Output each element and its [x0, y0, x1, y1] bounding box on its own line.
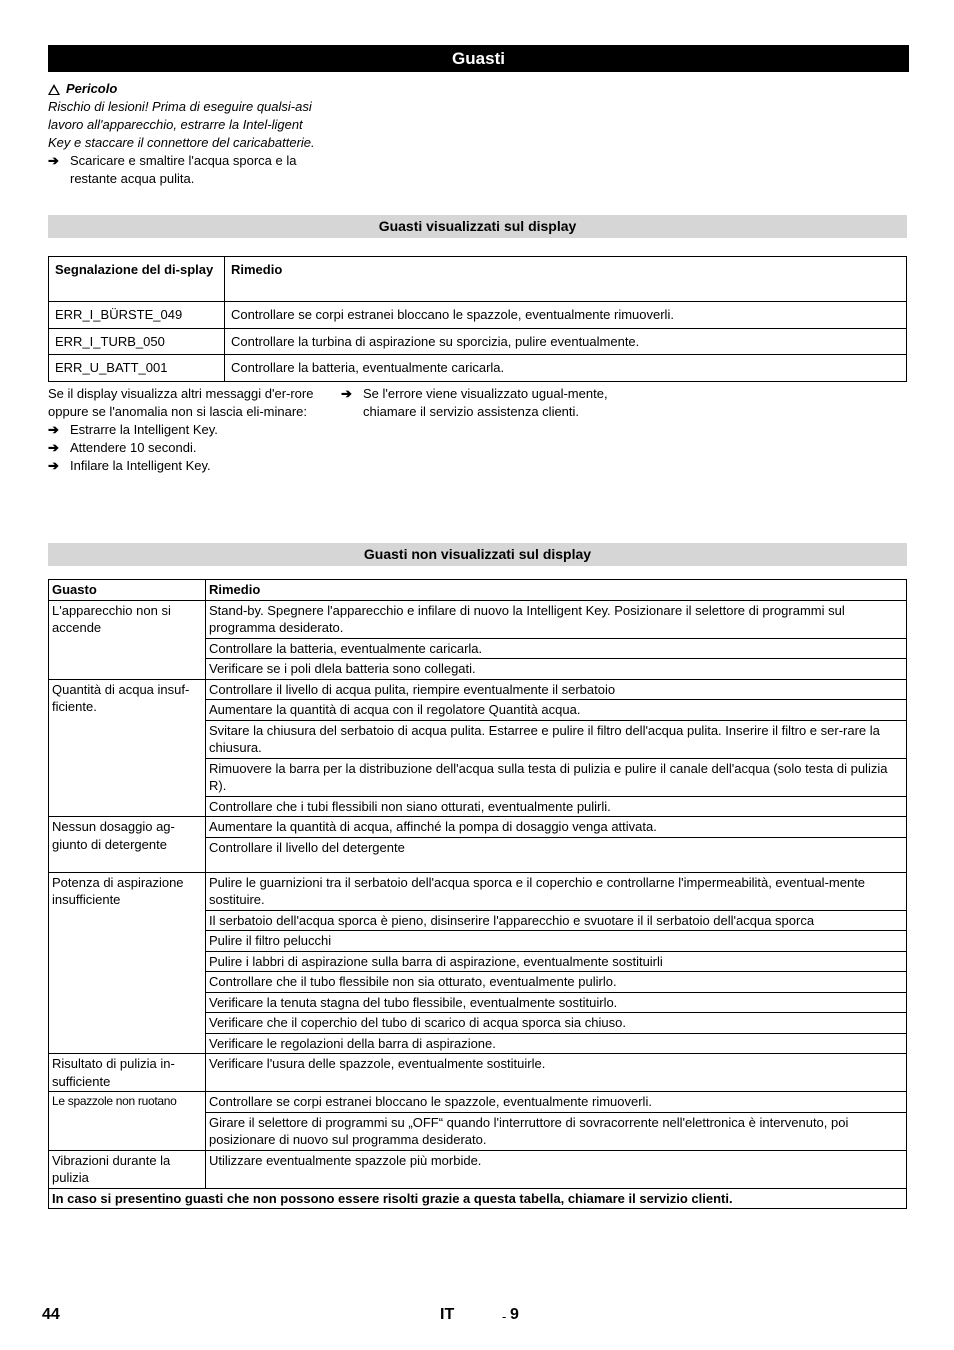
warning-step: Scaricare e smaltire l'acqua sporca e la restante acqua pulita. — [70, 153, 297, 186]
header-cell: Guasto — [49, 580, 206, 601]
page-number: 44 — [42, 1306, 60, 1323]
table-header-row — [49, 580, 907, 601]
remedy-cell: Rimuovere la barra per la distribuzione dell'acqua sulla testa di pulizia e pulire il canale dell'acqua (solo testa di pulizia R). — [206, 758, 907, 796]
note-text: Se il display visualizza altri messaggi d'er-rore oppure se l'anomalia non si lascia eli-minare: — [48, 386, 314, 419]
code-cell: ERR_U_BATT_001 — [49, 355, 225, 382]
remedy-cell: Pulire il filtro pelucchi — [206, 931, 907, 952]
step-1: Estrarre la Intelligent Key. — [70, 422, 218, 437]
display-note — [48, 385, 323, 475]
arrow-right-icon: ➔ — [48, 153, 59, 168]
table-row — [49, 872, 907, 910]
right-note — [341, 385, 616, 421]
remedy-cell: Aumentare la quantità di acqua con il regolatore Quantità acqua. — [206, 700, 907, 721]
fault-cell: Quantità di acqua insuf-ficiente. — [49, 679, 206, 817]
remedy-cell: Controllare se corpi estranei bloccano le spazzole, eventualmente rimuoverli. — [206, 1092, 907, 1113]
table-row — [49, 679, 907, 700]
header-cell: Rimedio — [206, 580, 907, 601]
table-footer-row — [49, 1188, 907, 1209]
right-step: Se l'errore viene visualizzato ugual-mente, chiamare il servizio assistenza clienti. — [363, 386, 608, 419]
fault-cell: Nessun dosaggio ag-giunto di detergente — [49, 817, 206, 873]
remedy-cell: Controllare la batteria, eventualmente caricarla. — [206, 638, 907, 659]
language-code: IT — [440, 1306, 455, 1323]
header-cell: Rimedio — [225, 257, 907, 302]
sub-page-number: 9 — [510, 1306, 519, 1323]
arrow-right-icon: ➔ — [48, 458, 59, 473]
code-cell: ERR_I_BÜRSTE_049 — [49, 302, 225, 329]
remedy-cell: Controllare la turbina di aspirazione su sporcizia, pulire eventualmente. — [225, 328, 907, 355]
header-cell: Segnalazione del di-splay — [49, 257, 225, 302]
remedy-cell: Stand-by. Spegnere l'apparecchio e infilare di nuovo la Intelligent Key. Posizionare il selettore di programmi sul programma desiderato. — [206, 600, 907, 638]
fault-cell: Potenza di aspirazione insufficiente — [49, 872, 206, 1054]
table-row — [49, 1092, 907, 1113]
remedy-cell: Controllare il livello del detergente — [206, 837, 907, 872]
section-heading-non-display: Guasti non visualizzati sul display — [48, 543, 907, 566]
fault-cell: Le spazzole non ruotano — [49, 1092, 206, 1151]
remedy-cell: Verificare l'usura delle spazzole, eventualmente sostituirle. — [206, 1054, 907, 1092]
remedy-cell: Pulire le guarnizioni tra il serbatoio dell'acqua sporca e il coperchio e controllarne l'impermeabilità, eventual-mente sostituire. — [206, 872, 907, 910]
table-header-row — [49, 257, 907, 302]
remedy-cell: Verificare se i poli dlela batteria sono collegati. — [206, 659, 907, 680]
remedy-cell: Controllare che il tubo flessibile non sia otturato, eventualmente pulirlo. — [206, 972, 907, 993]
fault-cell: Vibrazioni durante la pulizia — [49, 1150, 206, 1188]
table-row — [49, 1054, 907, 1092]
remedy-cell: Svitare la chiusura del serbatoio di acqua pulita. Estarree e pulire il filtro dell'acqua pulita. Inserire il filtro e ser-rare la chiusura. — [206, 720, 907, 758]
remedy-cell: Girare il selettore di programmi su „OFF“ quando l'interruttore di sovracorrente nell'elettronica è intervenuto, poi posizionare di nuovo sul programma desiderato. — [206, 1112, 907, 1150]
page-separator: - — [502, 1309, 507, 1324]
page-title: Guasti — [48, 45, 909, 72]
table-row — [49, 817, 907, 838]
footer-note: In caso si presentino guasti che non possono essere risolti grazie a questa tabella, chiamare il servizio clienti. — [49, 1188, 907, 1209]
remedy-cell: Controllare il livello di acqua pulita, riempire eventualmente il serbatoio — [206, 679, 907, 700]
code-cell: ERR_I_TURB_050 — [49, 328, 225, 355]
table-row — [49, 1150, 907, 1188]
remedy-cell: Il serbatoio dell'acqua sporca è pieno, disinserire l'apparecchio e svuotare il il serbatoio dell'acqua sporca — [206, 910, 907, 931]
remedy-cell: Aumentare la quantità di acqua, affinché la pompa di dosaggio venga attivata. — [206, 817, 907, 838]
table-row — [49, 355, 907, 382]
fault-cell: L'apparecchio non si accende — [49, 600, 206, 679]
arrow-right-icon: ➔ — [341, 386, 352, 401]
warning-heading: Pericolo — [66, 81, 118, 96]
warning-text: Rischio di lesioni! Prima di eseguire qualsi-asi lavoro all'apparecchio, estrarre la Intel-ligent Key e staccare il connettore del caricabatterie. — [48, 99, 315, 150]
arrow-right-icon: ➔ — [48, 440, 59, 455]
remedy-cell: Controllare che i tubi flessibili non siano otturati, eventualmente pulirli. — [206, 796, 907, 817]
remedy-cell: Verificare le regolazioni della barra di aspirazione. — [206, 1033, 907, 1054]
remedy-cell: Verificare che il coperchio del tubo di scarico di acqua sporca sia chiuso. — [206, 1013, 907, 1034]
arrow-right-icon: ➔ — [48, 422, 59, 437]
remedy-cell: Pulire i labbri di aspirazione sulla barra di aspirazione, eventualmente sostituirli — [206, 951, 907, 972]
non-display-faults-table — [48, 579, 907, 1209]
section-heading-display: Guasti visualizzati sul display — [48, 215, 907, 238]
step-3: Infilare la Intelligent Key. — [70, 458, 211, 473]
step-2: Attendere 10 secondi. — [70, 440, 197, 455]
table-row — [49, 302, 907, 329]
warning-triangle-icon — [48, 84, 60, 95]
danger-warning — [48, 80, 328, 188]
table-row — [49, 600, 907, 638]
remedy-cell: Controllare la batteria, eventualmente caricarla. — [225, 355, 907, 382]
remedy-cell: Controllare se corpi estranei bloccano le spazzole, eventualmente rimuoverli. — [225, 302, 907, 329]
fault-cell: Risultato di pulizia in-sufficiente — [49, 1054, 206, 1092]
remedy-cell: Verificare la tenuta stagna del tubo flessibile, eventualmente sostituirlo. — [206, 992, 907, 1013]
remedy-cell: Utilizzare eventualmente spazzole più morbide. — [206, 1150, 907, 1188]
display-faults-table — [48, 256, 907, 382]
table-row — [49, 328, 907, 355]
